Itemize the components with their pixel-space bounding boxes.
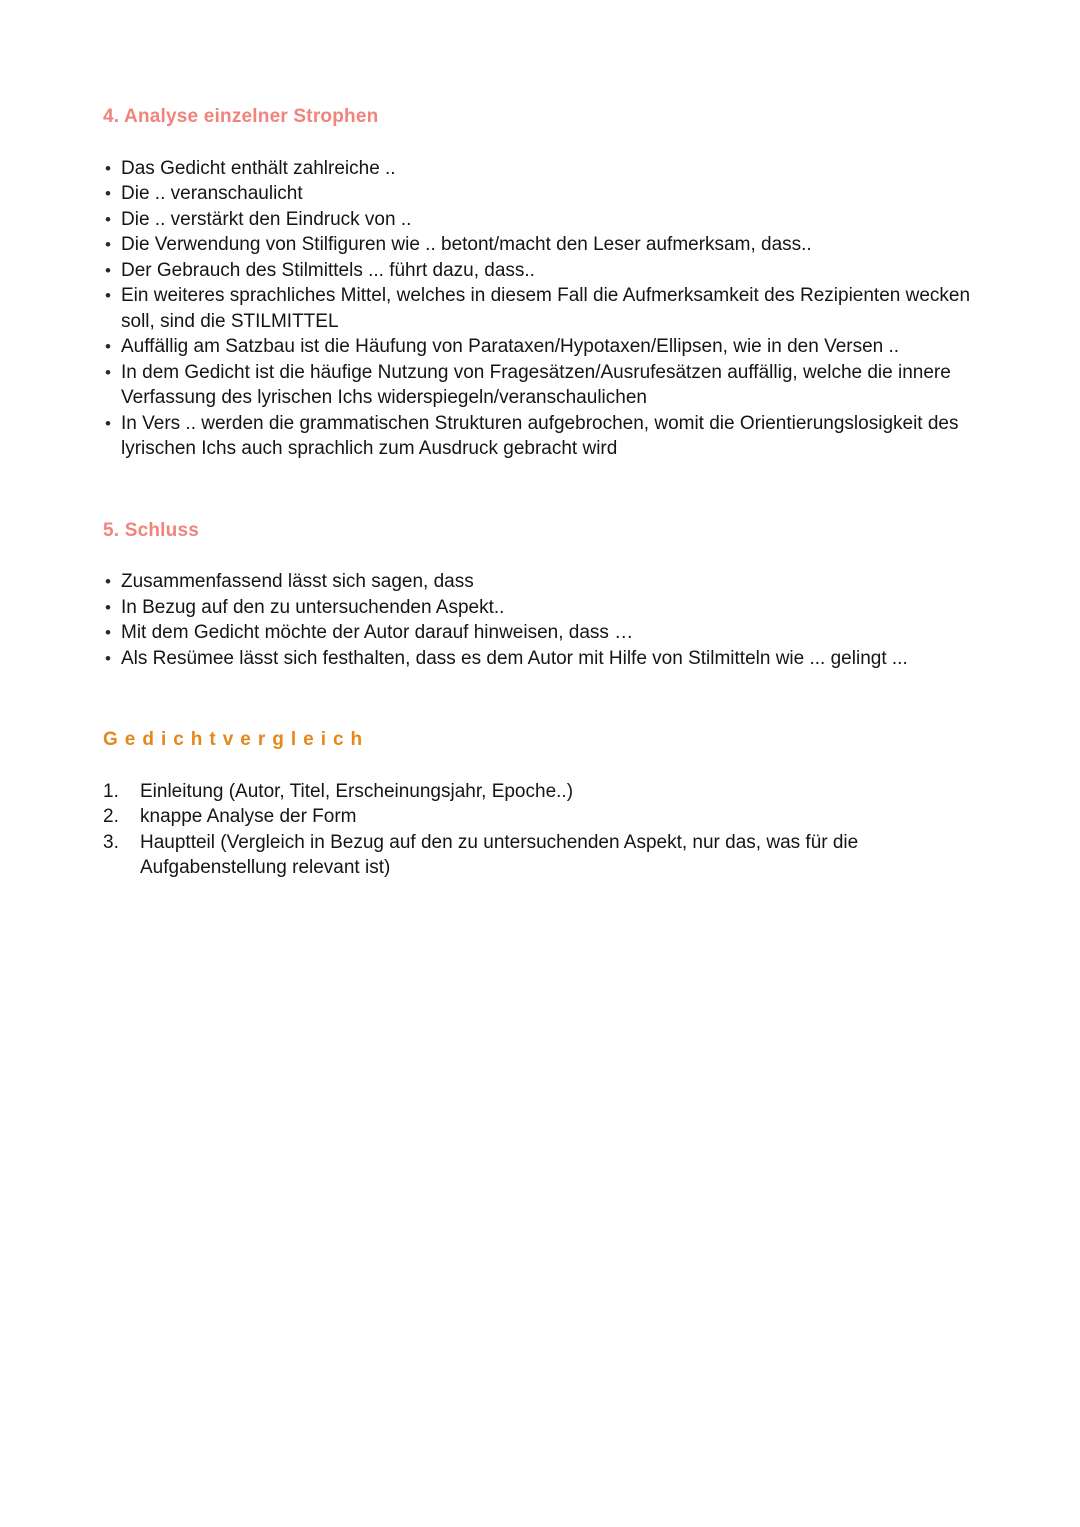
list-item: knappe Analyse der Form [140, 806, 357, 827]
section-heading-schluss: 5. Schluss [103, 519, 199, 541]
section-gedichtvergleich [103, 727, 984, 881]
list-item: • In dem Gedicht ist die häufige Nutzung von Fragesätzen/Ausrufesätzen auffällig, welche die innere Verfassung des lyrischen Ichs widerspiegeln/veranschaulichen [103, 360, 975, 411]
sections-container [103, 104, 984, 881]
section-heading-analyse-einzelner-strophen: 4. Analyse einzelner Strophen [103, 106, 379, 127]
bullet-list-analyse-einzelner-strophen [103, 156, 975, 462]
list-item: • Ein weiteres sprachliches Mittel, welches in diesem Fall die Aufmerksamkeit des Rezipienten wecken soll, sind die STILMITTEL [103, 283, 975, 334]
bullet-list-schluss [103, 569, 975, 671]
numbered-list-gedichtvergleich [103, 779, 975, 881]
section-schluss [103, 518, 984, 672]
list-item: • Der Gebrauch des Stilmittels ... führt dazu, dass.. [103, 258, 975, 284]
list-item: • Die Verwendung von Stilfiguren wie .. betont/macht den Leser aufmerksam, dass.. [103, 232, 975, 258]
section-analyse-einzelner-strophen [103, 104, 984, 462]
list-item: • Das Gedicht enthält zahlreiche .. [103, 156, 975, 182]
list-item: • In Vers .. werden die grammatischen Strukturen aufgebrochen, womit die Orientierungslosigkeit des lyrischen Ichs auch sprachlich zum Ausdruck gebracht wird [103, 411, 975, 462]
list-item: Hauptteil (Vergleich in Bezug auf den zu untersuchenden Aspekt, nur das, was für die Aufgabenstellung relevant ist) [140, 831, 859, 878]
list-item: • Als Resümee lässt sich festhalten, dass es dem Autor mit Hilfe von Stilmitteln wie ... gelingt ... [103, 646, 975, 672]
list-item: • Mit dem Gedicht möchte der Autor darauf hinweisen, dass … [103, 620, 975, 646]
section-heading-gedichtvergleich: Gedichtvergleich [103, 729, 370, 750]
list-item: • Zusammenfassend lässt sich sagen, dass [103, 569, 975, 595]
list-item: • Die .. verstärkt den Eindruck von .. [103, 207, 975, 233]
list-item: Einleitung (Autor, Titel, Erscheinungsjahr, Epoche..) [140, 780, 574, 802]
list-item: • Die .. veranschaulicht [103, 181, 975, 207]
list-item: • Auffällig am Satzbau ist die Häufung von Parataxen/Hypotaxen/Ellipsen, wie in den Versen .. [103, 334, 975, 360]
list-item: • In Bezug auf den zu untersuchenden Aspekt.. [103, 595, 975, 621]
